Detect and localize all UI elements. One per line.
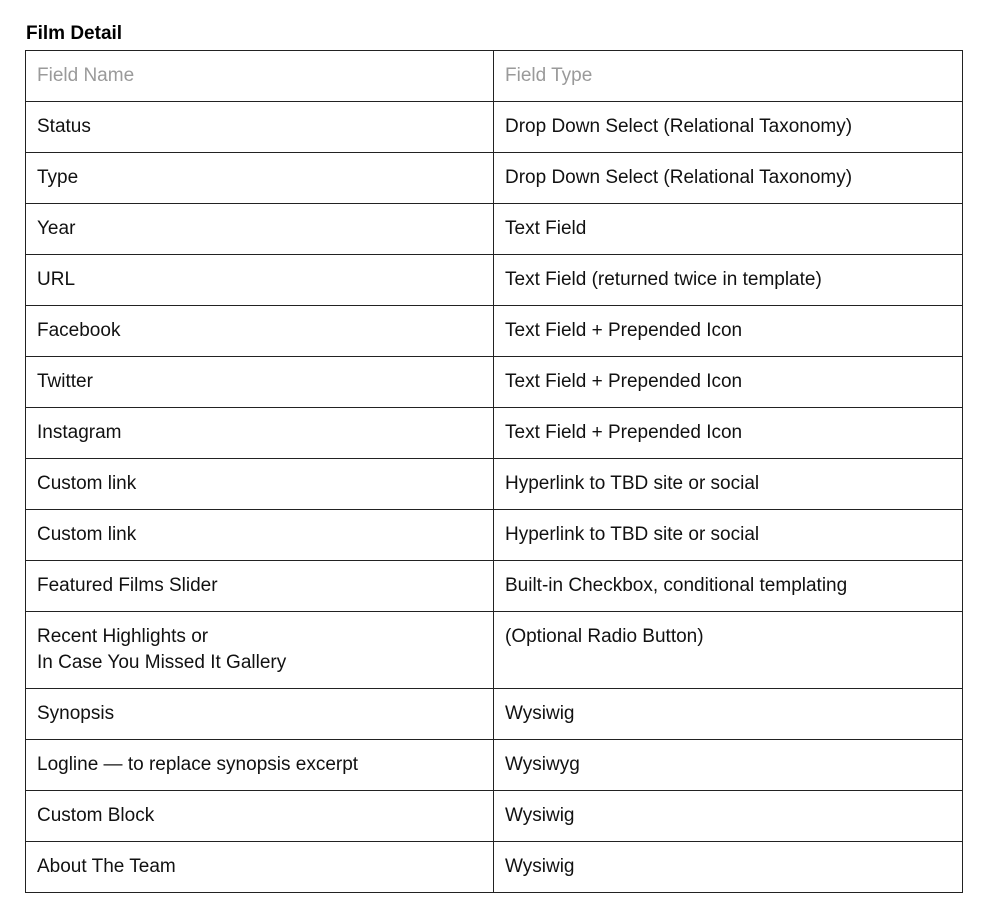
table-row <box>26 357 963 408</box>
table-row <box>26 255 963 306</box>
field-name-cell: About The Team <box>26 842 494 893</box>
table-row <box>26 459 963 510</box>
field-name-cell: Facebook <box>26 306 494 357</box>
table-row <box>26 153 963 204</box>
field-name-cell: Custom link <box>26 510 494 561</box>
table-row <box>26 612 963 689</box>
field-type-cell: Text Field + Prepended Icon <box>494 306 963 357</box>
table-row <box>26 689 963 740</box>
table-row <box>26 842 963 893</box>
field-type-cell: Wysiwig <box>494 791 963 842</box>
field-type-cell: Text Field + Prepended Icon <box>494 357 963 408</box>
table-row <box>26 204 963 255</box>
field-name-cell <box>26 612 494 689</box>
table-row <box>26 102 963 153</box>
field-type-cell: Wysiwig <box>494 842 963 893</box>
field-type-cell: Drop Down Select (Relational Taxonomy) <box>494 102 963 153</box>
field-name-cell: Instagram <box>26 408 494 459</box>
field-name-cell: Featured Films Slider <box>26 561 494 612</box>
page-title: Film Detail <box>26 23 123 44</box>
column-header-field-type: Field Type <box>494 51 963 102</box>
field-type-cell: Hyperlink to TBD site or social <box>494 459 963 510</box>
table-row <box>26 561 963 612</box>
field-type-cell: Wysiwig <box>494 689 963 740</box>
field-name-cell: Status <box>26 102 494 153</box>
field-name-cell: Year <box>26 204 494 255</box>
field-name-cell: Logline — to replace synopsis excerpt <box>26 740 494 791</box>
column-header-field-name: Field Name <box>26 51 494 102</box>
field-type-cell: Wysiwyg <box>494 740 963 791</box>
table-row <box>26 510 963 561</box>
field-name-line: In Case You Missed It Gallery <box>37 652 287 673</box>
field-name-cell: Type <box>26 153 494 204</box>
field-name-line: Recent Highlights or <box>37 626 209 647</box>
table-row <box>26 408 963 459</box>
table-row <box>26 791 963 842</box>
field-type-cell: (Optional Radio Button) <box>494 612 963 689</box>
field-table <box>25 50 963 893</box>
field-type-cell: Built-in Checkbox, conditional templating <box>494 561 963 612</box>
field-name-cell: Twitter <box>26 357 494 408</box>
table-row <box>26 740 963 791</box>
field-name-cell: Custom Block <box>26 791 494 842</box>
field-type-cell: Text Field + Prepended Icon <box>494 408 963 459</box>
field-name-cell: Custom link <box>26 459 494 510</box>
table-header-row <box>26 51 963 102</box>
table-row <box>26 306 963 357</box>
field-name-cell: Synopsis <box>26 689 494 740</box>
field-type-cell: Text Field (returned twice in template) <box>494 255 963 306</box>
field-type-cell: Text Field <box>494 204 963 255</box>
field-type-cell: Hyperlink to TBD site or social <box>494 510 963 561</box>
field-name-cell: URL <box>26 255 494 306</box>
field-type-cell: Drop Down Select (Relational Taxonomy) <box>494 153 963 204</box>
